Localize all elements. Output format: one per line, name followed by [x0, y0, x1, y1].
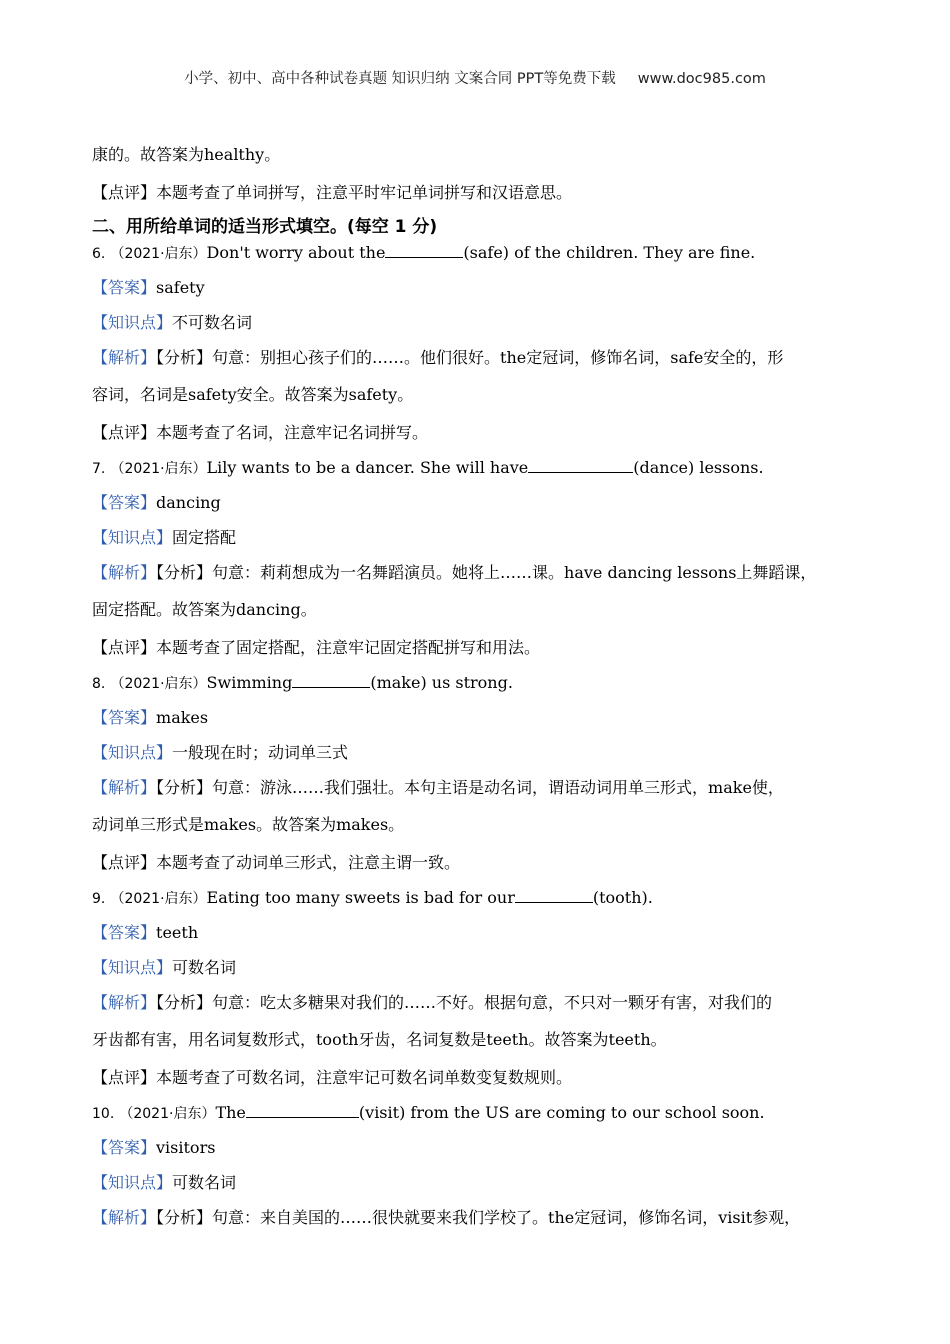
analysis-label: 【解析】 — [92, 993, 157, 1012]
sub-analysis-label: 【分析】 — [156, 778, 213, 797]
intro-answer-tail: 康的。故答案为healthy。 — [92, 145, 281, 164]
question-number: 8. — [92, 676, 106, 692]
question-number: 10. — [92, 1106, 115, 1122]
sub-analysis-label: 【分析】 — [156, 348, 213, 367]
knowledge-value: 可数名词 — [172, 958, 237, 977]
answer-label: 【答案】 — [92, 493, 157, 512]
question-source: （2021·启东） — [110, 461, 207, 477]
answer-value: visitors — [156, 1138, 216, 1157]
analysis-label: 【解析】 — [92, 563, 157, 582]
question-text-before: Lily wants to be a dancer. She will have — [206, 458, 529, 477]
answer-value: safety — [156, 278, 205, 297]
intro-comment — [92, 182, 864, 204]
comment-text: 本题考查了单词拼写，注意平时牢记单词拼写和汉语意思。 — [156, 183, 573, 202]
answer-row — [92, 922, 864, 944]
analysis-text: 句意：游泳……我们强壮。本句主语是动名词，谓语动词用单三形式，make使， — [212, 778, 784, 797]
sub-analysis-label: 【分析】 — [156, 563, 213, 582]
question-text-after: (make) us strong. — [370, 673, 513, 692]
knowledge-label: 【知识点】 — [92, 528, 173, 547]
analysis-text: 句意：别担心孩子们的……。他们很好。the定冠词，修饰名词，safe安全的，形 — [212, 348, 784, 367]
analysis-row — [92, 347, 864, 369]
analysis-row — [92, 777, 864, 799]
question-text-after: (tooth). — [592, 888, 653, 907]
question-source: （2021·启东） — [110, 676, 207, 692]
knowledge-label: 【知识点】 — [92, 958, 173, 977]
question-number: 6. — [92, 246, 106, 262]
answer-blank — [515, 886, 593, 903]
comment-row — [92, 637, 864, 659]
knowledge-value: 固定搭配 — [172, 528, 237, 547]
comment-label: 【点评】 — [92, 423, 157, 442]
header-site-url[interactable]: www.doc985.com — [637, 71, 766, 87]
question-text-after: (visit) from the US are coming to our school soon. — [358, 1103, 765, 1122]
analysis-label: 【解析】 — [92, 348, 157, 367]
page-header — [0, 67, 950, 88]
comment-text: 本题考查了动词单三形式，注意主谓一致。 — [156, 853, 461, 872]
analysis-label: 【解析】 — [92, 1208, 157, 1227]
section-heading: 二、用所给单词的适当形式填空。(每空 1 分) — [92, 217, 438, 237]
question-number: 9. — [92, 891, 106, 907]
question-6 — [92, 241, 864, 265]
comment-text: 本题考查了名词，注意牢记名词拼写。 — [156, 423, 429, 442]
answer-row — [92, 277, 864, 299]
question-source: （2021·启东） — [110, 891, 207, 907]
analysis-text: 句意：莉莉想成为一名舞蹈演员。她将上……课。have dancing lessons上舞蹈课， — [212, 563, 817, 582]
knowledge-row — [92, 957, 864, 979]
answer-row — [92, 492, 864, 514]
question-10 — [92, 1101, 864, 1125]
comment-label: 【点评】 — [92, 1068, 157, 1087]
answer-label: 【答案】 — [92, 278, 157, 297]
question-text-before: Swimming — [206, 673, 293, 692]
comment-row — [92, 1067, 864, 1089]
knowledge-label: 【知识点】 — [92, 1173, 173, 1192]
analysis-continuation: 动词单三形式是makes。故答案为makes。 — [92, 815, 405, 834]
answer-blank — [246, 1101, 359, 1118]
question-text-before: Eating too many sweets is bad for our — [206, 888, 515, 907]
comment-label: 【点评】 — [92, 183, 157, 202]
answer-label: 【答案】 — [92, 708, 157, 727]
comment-text: 本题考查了可数名词，注意牢记可数名词单数变复数规则。 — [156, 1068, 573, 1087]
question-text-after: (dance) lessons. — [633, 458, 764, 477]
question-7 — [92, 456, 864, 480]
header-tagline: 小学、初中、高中各种试卷真题 知识归纳 文案合同 PPT等免费下载 — [184, 71, 616, 87]
analysis-row — [92, 562, 864, 584]
analysis-row — [92, 1207, 864, 1229]
knowledge-value: 一般现在时；动词单三式 — [172, 743, 349, 762]
answer-value: teeth — [156, 923, 199, 942]
answer-blank — [385, 241, 463, 258]
answer-row — [92, 1137, 864, 1159]
question-number: 7. — [92, 461, 106, 477]
analysis-text: 句意：来自美国的……很快就要来我们学校了。the定冠词，修饰名词，visit参观， — [212, 1208, 801, 1227]
answer-blank — [528, 456, 633, 473]
answer-label: 【答案】 — [92, 923, 157, 942]
analysis-label: 【解析】 — [92, 778, 157, 797]
sub-analysis-label: 【分析】 — [156, 1208, 213, 1227]
answer-label: 【答案】 — [92, 1138, 157, 1157]
analysis-text: 句意：吃太多糖果对我们的……不好。根据句意，不只对一颗牙有害，对我们的 — [212, 993, 773, 1012]
question-8 — [92, 671, 864, 695]
knowledge-value: 不可数名词 — [172, 313, 253, 332]
knowledge-row — [92, 1172, 864, 1194]
comment-label: 【点评】 — [92, 638, 157, 657]
analysis-continuation: 固定搭配。故答案为dancing。 — [92, 600, 317, 619]
question-text-before: Don't worry about the — [206, 243, 386, 262]
analysis-row — [92, 992, 864, 1014]
answer-row — [92, 707, 864, 729]
knowledge-label: 【知识点】 — [92, 313, 173, 332]
question-9 — [92, 886, 864, 910]
comment-row — [92, 422, 864, 444]
answer-value: dancing — [156, 493, 221, 512]
answer-blank — [292, 671, 370, 688]
question-text-before: The — [215, 1103, 246, 1122]
comment-label: 【点评】 — [92, 853, 157, 872]
knowledge-value: 可数名词 — [172, 1173, 237, 1192]
knowledge-row — [92, 312, 864, 334]
knowledge-row — [92, 742, 864, 764]
knowledge-label: 【知识点】 — [92, 743, 173, 762]
question-source: （2021·启东） — [110, 246, 207, 262]
comment-row — [92, 852, 864, 874]
answer-value: makes — [156, 708, 209, 727]
knowledge-row — [92, 527, 864, 549]
analysis-continuation: 容词，名词是safety安全。故答案为safety。 — [92, 385, 414, 404]
question-source: （2021·启东） — [119, 1106, 216, 1122]
sub-analysis-label: 【分析】 — [156, 993, 213, 1012]
question-text-after: (safe) of the children. They are fine. — [463, 243, 756, 262]
analysis-continuation: 牙齿都有害，用名词复数形式，tooth牙齿，名词复数是teeth。故答案为teeth。 — [92, 1030, 667, 1049]
comment-text: 本题考查了固定搭配，注意牢记固定搭配拼写和用法。 — [156, 638, 541, 657]
